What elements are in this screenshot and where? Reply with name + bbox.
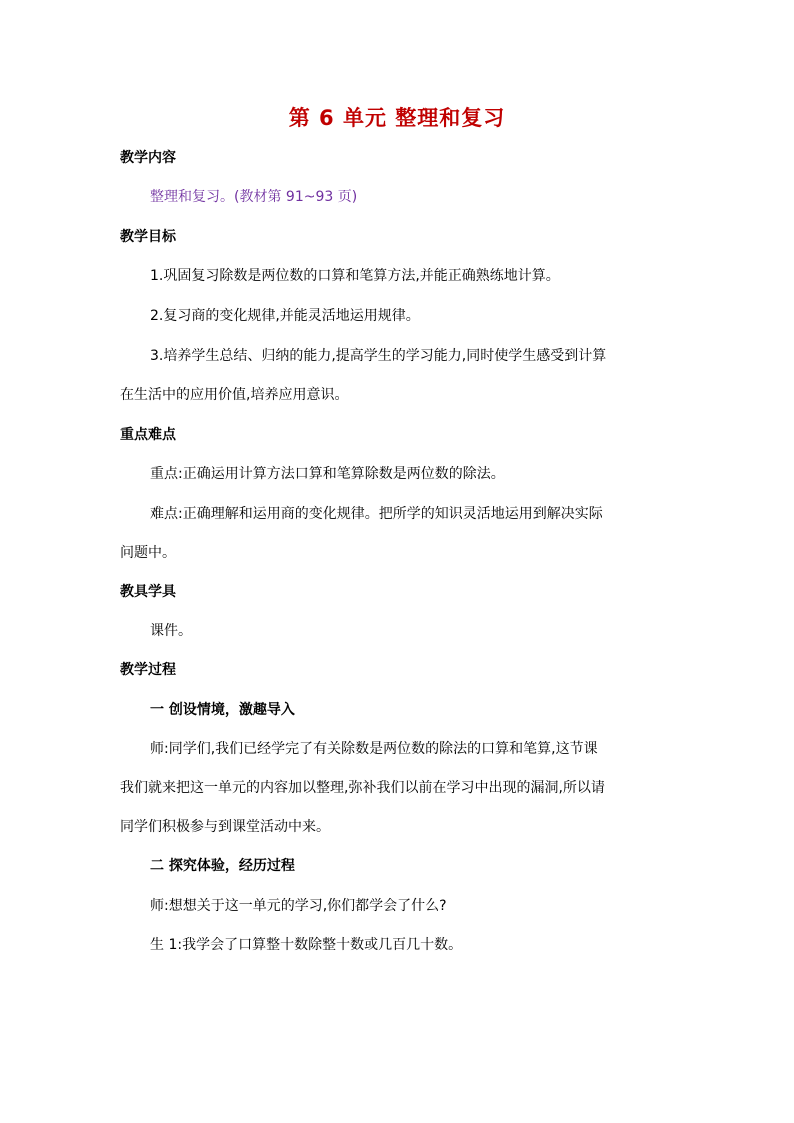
key-point-2: 难点:正确理解和运用商的变化规律。把所学的知识灵活地运用到解决实际 [150,506,603,522]
goal-item-3: 3.培养学生总结、归纳的能力,提高学生的学习能力,同时使学生感受到计算 [150,348,607,364]
section-heading-process: 教学过程 [120,662,176,678]
goal-item-2: 2.复习商的变化规律,并能灵活地运用规律。 [150,308,420,324]
content-text: 整理和复习。(教材第 91~93 页) [150,189,358,205]
section-heading-key-points: 重点难点 [120,427,176,443]
process-step-2-line-1: 师:想想关于这一单元的学习,你们都学会了什么? [150,898,447,914]
tools-text: 课件。 [150,623,192,639]
process-step-1-line-2: 我们就来把这一单元的内容加以整理,弥补我们以前在学习中出现的漏洞,所以请 [120,780,605,796]
process-step-2-title: 二 探究体验，经历过程 [150,858,295,874]
process-step-1-line-3: 同学们积极参与到课堂活动中来。 [120,819,330,835]
process-step-2-line-2: 生 1:我学会了口算整十数除整十数或几百几十数。 [150,937,463,953]
section-heading-content: 教学内容 [120,150,176,166]
goal-item-3-continued: 在生活中的应用价值,培养应用意识。 [120,387,349,403]
section-heading-tools: 教具学具 [120,584,176,600]
key-point-2-continued: 问题中。 [120,545,176,561]
goal-item-1: 1.巩固复习除数是两位数的口算和笔算方法,并能正确熟练地计算。 [150,268,560,284]
process-step-1-line-1: 师:同学们,我们已经学完了有关除数是两位数的除法的口算和笔算,这节课 [150,741,598,757]
document-title: 第 6 单元 整理和复习 [288,106,506,130]
process-step-1-title: 一 创设情境，激趣导入 [150,702,295,718]
section-heading-goals: 教学目标 [120,229,176,245]
key-point-1: 重点:正确运用计算方法口算和笔算除数是两位数的除法。 [150,466,505,482]
